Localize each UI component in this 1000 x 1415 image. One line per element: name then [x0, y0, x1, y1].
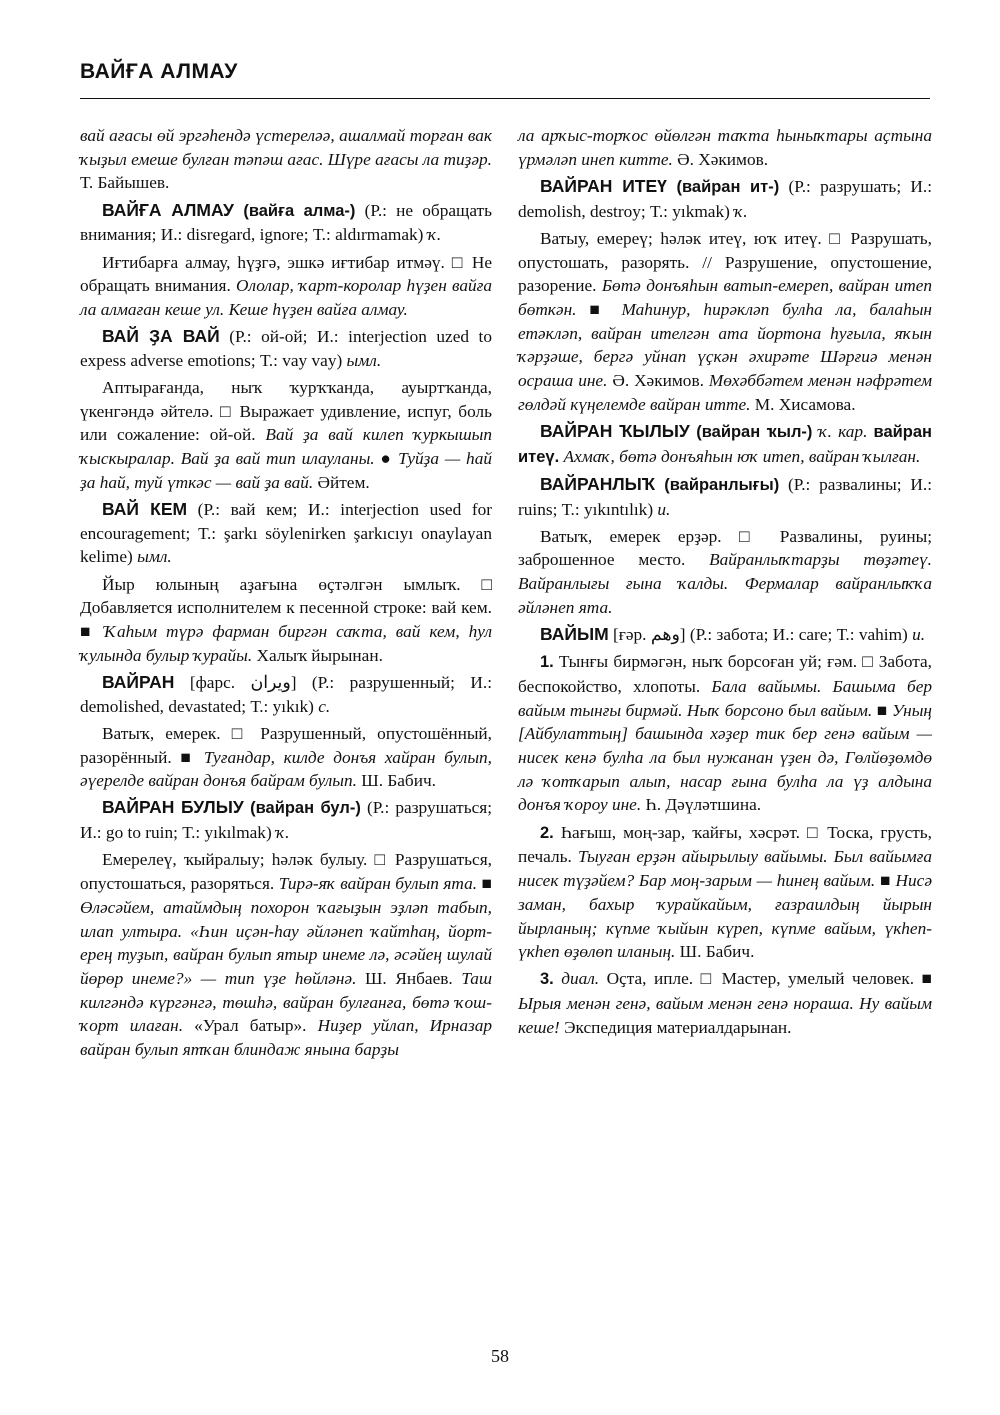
header-rule [80, 98, 930, 99]
example-text: Бала вайымы. Башыма бер вайым тынғы бирмәй. Ныҡ борсоно был вайым. [518, 676, 933, 720]
definition-text: Йыр юлының аҙағына өҫтәлгән ымлыҡ. □ Добавляется исполнителем к песенной строке: вай кем. ■ [80, 574, 492, 642]
example-text: ла арҡыс-торҡос өйөлгән таҡта һыныҡтары аҫтына үрмәләп инеп китте. [518, 126, 932, 169]
headword-part: 1. [540, 653, 554, 672]
headword-part: (вайран ит-) [666, 177, 780, 196]
definition-text: Ватыҡ, емерек. □ Разрушенный, опустошённый, разорённый. ■ [80, 723, 492, 767]
definition-text: Ә. Хәкимов. [607, 371, 709, 391]
definition-text: (Р.: разрушаться; И.: go to ruin; Т.: yıkılmak) [80, 798, 492, 843]
definition-text: Ш. Бабич. [675, 942, 755, 962]
example-text: Вай ҙа вай килеп ҡуркышып ҡыскыралар. Вай ҙа вай тип илауланы. [80, 425, 492, 469]
example-text: Ҡаһым түрә фарман биргән саҡта, вай кем, һул ҡулында булыр ҡурайы. [80, 622, 492, 665]
definition-text: ● [374, 449, 399, 469]
page-number: 58 [491, 1346, 509, 1366]
running-header [80, 60, 930, 98]
definition-text: Ә. Хәкимов. [672, 149, 769, 169]
dictionary-paragraph [80, 376, 492, 495]
grammar-mark: с. [318, 696, 331, 716]
right-column [518, 124, 932, 1043]
example-text: Ололар, ҡарт-королар һүҙен вайға ла алмаған кеше ул. Кеше һүҙен вайға алмау. [80, 276, 493, 319]
dictionary-paragraph [80, 671, 492, 718]
headword: ВАЙЫМ [540, 624, 609, 645]
dictionary-paragraph [518, 623, 932, 647]
dictionary-paragraph [518, 420, 932, 469]
headword-part: (вайран ҡыл-) [689, 422, 813, 441]
dictionary-paragraph [80, 848, 492, 1061]
example-text: Вайранлыҡтарҙы төҙәтеү. Вайранлығы ғына ҡалды. Фермалар вайранлыҡҡа әйләнеп ята. [518, 550, 932, 617]
definition-text: Ш. Янбаев. [356, 968, 462, 988]
dictionary-paragraph [518, 821, 932, 964]
definition-text: Емерелеү, ҡыйралыу; һәләк булыу. □ Разрушаться, опустошаться, разоряться. [80, 850, 492, 894]
grammar-mark: диал. [553, 969, 600, 989]
dictionary-paragraph [518, 227, 932, 417]
example-text: Мөхәббәтем менән нәфрәтем гөлдәй күңелемде вайран итте. [518, 371, 932, 414]
dictionary-paragraph [518, 650, 932, 817]
dictionary-paragraph [80, 325, 492, 372]
grammar-mark: и. [657, 499, 671, 519]
dictionary-paragraph [518, 473, 932, 521]
dictionary-paragraph [80, 498, 492, 569]
grammar-mark: и. [912, 625, 926, 645]
definition-text: Әйтем. [313, 472, 370, 492]
headword: ВАЙРАН БУЛЫУ [102, 797, 244, 818]
example-text: Уның [Айбулаттың] башында хәҙер тик бер генә вайым — нисек кенә булһа ла был нужанан үҙен дә, Гөлйөҙөмдө лә ҡотҡарып алып, насар ғына булһа ла үҙ алдына донъя ҡороу ине. [518, 700, 932, 815]
headword: ВАЙРАН ИТЕҮ [540, 175, 667, 196]
definition-text: [ғәр. وهم] (Р.: забота; И.: care; Т.: vahim) [608, 625, 913, 645]
definition-text: ■ [576, 299, 622, 319]
definition-text: «Урал батыр». [183, 1016, 318, 1036]
example-text: Тыуған ерҙән айырылыу вайымы. Был вайымға нисек түҙәйем? Бар моң-зарым — һинең вайым. [518, 847, 932, 891]
dictionary-paragraph [80, 573, 492, 668]
grammar-mark: ҡ. [734, 201, 748, 221]
dictionary-paragraph [518, 175, 932, 223]
dictionary-paragraph [80, 722, 492, 793]
headword-part: вайран итеү. [518, 422, 932, 466]
definition-text: Халыҡ йырынан. [252, 645, 383, 665]
headword-part: 2. [540, 823, 554, 842]
definition-text: Тынғы бирмәгән, ныҡ борсоған уй; ғәм. □ Забота, беспокойство, хлопоты. [518, 652, 932, 696]
definition-text: Ш. Бабич. [356, 771, 436, 791]
headword: ВАЙРАН ҠЫЛЫУ [540, 420, 690, 441]
headword: ВАЙРАН [102, 671, 175, 692]
grammar-mark: ымл. [137, 547, 172, 567]
page-title: ВАЙҒА АЛМАУ [80, 60, 238, 83]
example-text: Таш килгәндә күргәнгә, төшһә, вайран булғанға, бөтә ҡош-ҡорт илаған. [80, 968, 492, 1036]
grammar-mark: ҡ. [812, 421, 839, 441]
dictionary-paragraph [518, 967, 932, 1039]
definition-text: ■ [477, 874, 492, 894]
definition-text: (Р.: вай кем; И.: interjection used for encouragement; Т.: şarkı söylenirken şarkıcıyı onaylayan kelime) [80, 500, 493, 567]
headword-part: 3. [540, 970, 554, 989]
grammar-mark: ҡ. [427, 225, 442, 245]
definition-text: (Р.: ой-ой; И.: interjection uzed to expess adverse emotions; Т.: vay vay) [80, 327, 492, 370]
definition-text: Ватыҡ, емерек ерҙәр. □ Развалины, руины; заброшенное место. [518, 526, 932, 570]
definition-text: Оҫта, ипле. □ Мастер, умелый человек. ■ [599, 969, 932, 989]
headword: ВАЙ ҘА ВАЙ [102, 326, 220, 347]
example-text: Тирә-яҡ вайран булып ята. [278, 874, 478, 894]
grammar-mark: ҡ. [276, 823, 290, 843]
example-text: Ниҙер уйлап, Ирназар вайран булып ятҡан блиндаж янына барҙы [80, 1016, 492, 1060]
example-text: Маһинур, һирәкләп булһа ла, балаһын етәкләп, вайран ителгән ата йортона һуғыла, яҡын ҡәрҙәше, бергә уйнап үҫкән әхирәте Шәрғиә менән осраша ине. [518, 299, 932, 391]
definition-text: Ватыу, емереү; һәләк итеү, юҡ итеү. □ Разрушать, опустошать, разорять. // Разрушение, опустошение, разорение. [518, 228, 932, 296]
definition-text: Һ. Дәүләтшина. [641, 795, 762, 815]
definition-text: Һағыш, моң-зар, ҡайғы, хәсрәт. □ Тоска, грусть, печаль. [518, 822, 932, 867]
definition-text: ■ [872, 700, 892, 720]
grammar-mark: кар. [838, 421, 874, 441]
dictionary-paragraph [80, 251, 492, 322]
definition-text: Иғтибарға алмау, һүҙгә, эшкә иғтибар итмәү. □ Не обращать внимания. [80, 252, 492, 296]
headword: ВАЙҒА АЛМАУ [102, 199, 234, 220]
example-text: Ырыя менән генә, вайым менән генә нораша. Ну вайым кеше! [518, 994, 932, 1037]
example-text: Бөтә донъяһын ватып-емереп, вайран итеп бөткән. [518, 276, 933, 319]
example-text: Нисә заман, бахыр ҡурайкайым, ғазраилдың йырын йырланың; күпме ҡыйын күреп, күпме вайым, үкһеп-үкһеп өҙөлөп иланың. [518, 871, 932, 962]
example-text: Туйҙа — һай ҙа һай, туй үткәс — вай ҙа вай. [80, 449, 492, 492]
definition-text: (Р.: разрушать; И.: demolish, destroy; Т.: yıkmak) [518, 176, 933, 221]
dictionary-paragraph [80, 796, 492, 844]
example-text: Ахмаҡ, бөтә донъяһын юҡ итеп, вайран ҡылған. [559, 446, 921, 466]
definition-text: (Р.: развалины; И.: ruins; Т.: yıkıntılık) [518, 474, 933, 519]
example-text: Туғандар, килде донъя хайран булып, әүерелде вайран донъя байрам булып. [80, 747, 492, 791]
headword-part: (вайран бул-) [243, 799, 361, 818]
definition-text: ■ [875, 871, 896, 891]
definition-text: [фарс. ویران] (Р.: разрушенный; И.: demolished, devastated; Т.: yıkık) [80, 672, 492, 716]
dictionary-paragraph [518, 525, 932, 620]
dictionary-paragraph [518, 124, 932, 171]
example-text: вай ағасы өй эргәһендә үстереләә, ашалмай торған вак ҡыҙыл емеше булған тәпәш ағас. Шүре ағасы ла тиҙәр. [80, 126, 492, 169]
definition-text: Аптырағанда, ныҡ ҡурҡҡанда, ауыртҡанда, үкенгәндә әйтелә. □ Выражает удивление, испуг, боль или сожаление: ой-ой. [80, 378, 492, 445]
headword-part: (вайранлығы) [655, 475, 780, 494]
definition-text: Экспедиция материалдарынан. [559, 1017, 792, 1037]
definition-text: (Р.: не обращать внимания; И.: disregard, ignore; Т.: aldırmamak) [80, 200, 492, 245]
definition-text: М. Хисамова. [750, 394, 856, 414]
dictionary-paragraph [80, 124, 492, 195]
example-text: Өләсәйем, атаймдың похорон ҡағыҙын эҙләп табып, илап ултыра. «Һин иҫән-һау әйләнеп ҡайтһаң, йорт-ерең туҙып, вайран булып ятыр инеме лә, әсәйең шулай йөрөр инеме?» — тип үҙе һөйләнә. [80, 897, 492, 988]
headword: ВАЙРАНЛЫҠ [540, 473, 656, 494]
grammar-mark: ымл. [346, 350, 382, 370]
definition-text: Т. Байышев. [80, 173, 170, 193]
headword-part: (вайға алма-) [233, 201, 356, 220]
dictionary-paragraph [80, 199, 492, 247]
left-column [80, 124, 492, 1065]
headword: ВАЙ КЕМ [102, 499, 188, 520]
